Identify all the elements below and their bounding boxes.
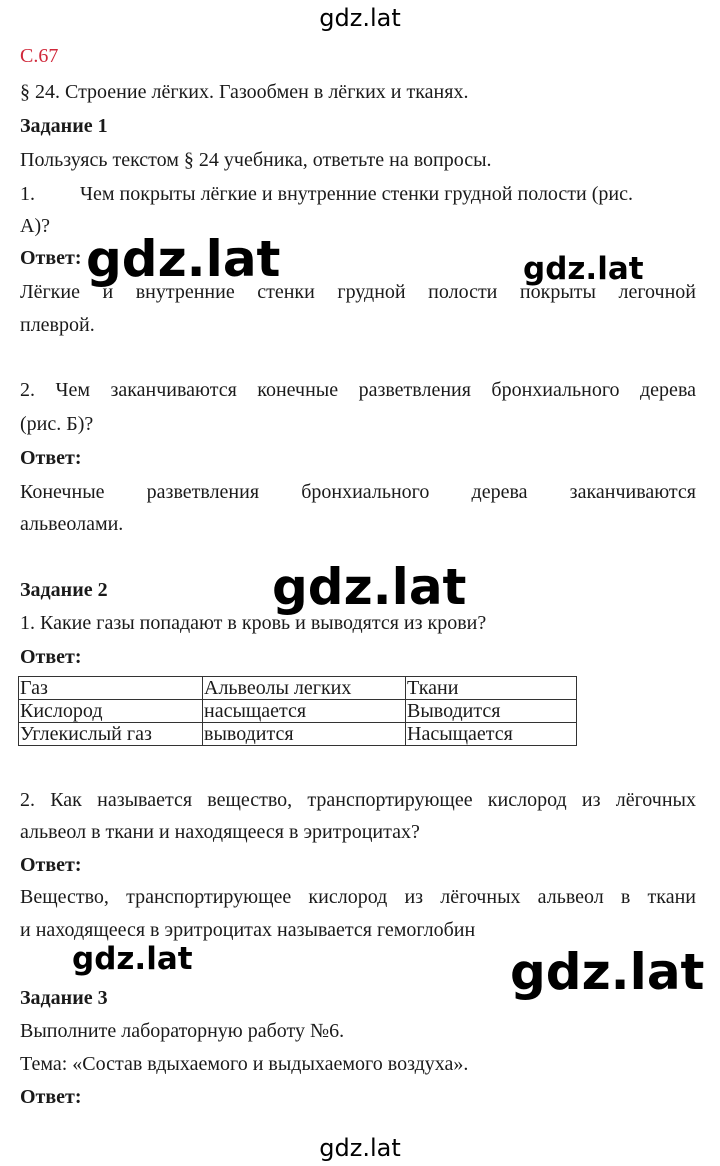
- watermark-bottom: gdz.lat: [319, 1134, 401, 1162]
- task1-q1-text: Чем покрыты лёгкие и внутренние стенки грудной полости (рис.: [80, 183, 633, 205]
- task1-q1-answer-line1: Лёгкие и внутренние стенки грудной полости покрыты легочной: [20, 281, 696, 303]
- table-cell: Кислород: [19, 700, 203, 723]
- task1-q2-answer-line2: альвеолами.: [20, 513, 124, 535]
- watermark-overlay: gdz.lat: [72, 941, 193, 977]
- task1-q1-answer-label: Ответ:: [20, 247, 82, 269]
- table-row: [19, 723, 577, 746]
- task1-title: Задание 1: [20, 115, 108, 137]
- task2-q2-answer-line2: и находящееся в эритроцитах называется гемоглобин: [20, 919, 476, 941]
- task1-q2-answer-line1: Конечные разветвления бронхиального дерева заканчиваются: [20, 481, 696, 503]
- task2-q2-answer-line1: Вещество, транспортирующее кислород из лёгочных альвеол в ткани: [20, 886, 696, 908]
- table-cell: Насыщается: [406, 723, 577, 746]
- task1-q2-line1: 2. Чем заканчиваются конечные разветвления бронхиального дерева: [20, 379, 696, 401]
- task1-q2-answer-label: Ответ:: [20, 447, 82, 469]
- page-reference: С.67: [20, 45, 59, 67]
- section-title: § 24. Строение лёгких. Газообмен в лёгких и тканях.: [20, 81, 469, 103]
- task2-q2-line2: альвеол в ткани и находящееся в эритроцитах?: [20, 821, 420, 843]
- table-header-cell: Газ: [19, 677, 203, 700]
- watermark-overlay: gdz.lat: [272, 558, 467, 616]
- task2-q2-answer-label: Ответ:: [20, 854, 82, 876]
- watermark-overlay: gdz.lat: [86, 230, 281, 288]
- table-row: [19, 700, 577, 723]
- task3-line2: Тема: «Состав вдыхаемого и выдыхаемого воздуха».: [20, 1053, 469, 1075]
- watermark-top: gdz.lat: [319, 4, 401, 32]
- task1-q1-answer-line2: плеврой.: [20, 314, 95, 336]
- task1-q1-line1: [20, 182, 696, 206]
- table-cell: выводится: [203, 723, 406, 746]
- task1-q1-line2: А)?: [20, 215, 50, 237]
- table-header-cell: Ткани: [406, 677, 577, 700]
- task2-title: Задание 2: [20, 579, 108, 601]
- task2-q1-text: 1. Какие газы попадают в кровь и выводятся из крови?: [20, 612, 487, 634]
- watermark-overlay: gdz.lat: [510, 943, 705, 1001]
- gas-exchange-table: [18, 676, 577, 746]
- table-cell: Углекислый газ: [19, 723, 203, 746]
- task2-q1-answer-label: Ответ:: [20, 646, 82, 668]
- watermark-overlay: gdz.lat: [523, 251, 644, 287]
- task3-answer-label: Ответ:: [20, 1086, 82, 1108]
- task3-line1: Выполните лабораторную работу №6.: [20, 1020, 345, 1042]
- task1-q1-number: 1.: [20, 183, 35, 205]
- task3-title: Задание 3: [20, 987, 108, 1009]
- task1-q2-line2: (рис. Б)?: [20, 413, 94, 435]
- table-cell: Выводится: [406, 700, 577, 723]
- task2-q2-line1: 2. Как называется вещество, транспортирующее кислород из лёгочных: [20, 789, 696, 811]
- table-header-cell: Альвеолы легких: [203, 677, 406, 700]
- task1-intro: Пользуясь текстом § 24 учебника, ответьте на вопросы.: [20, 149, 492, 171]
- table-cell: насыщается: [203, 700, 406, 723]
- table-header-row: [19, 677, 577, 700]
